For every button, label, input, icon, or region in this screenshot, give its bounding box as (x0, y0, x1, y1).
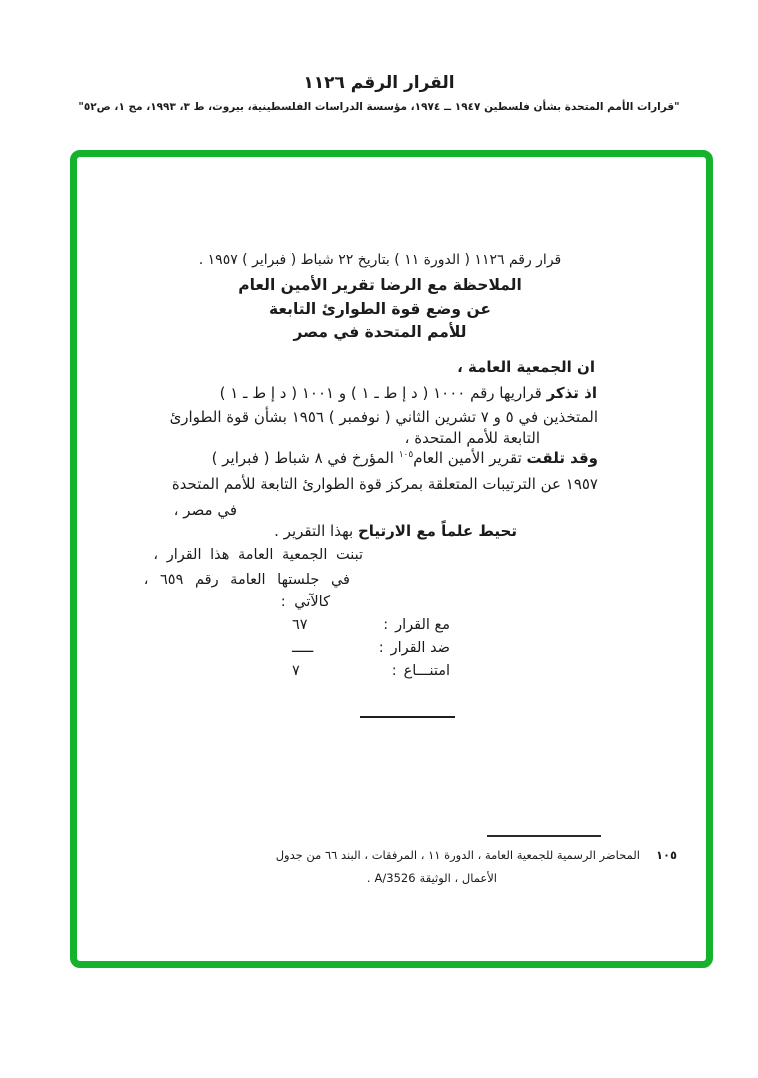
vote-row-for (292, 617, 450, 634)
resolution-title-line-2: عن وضع قوة الطوارئ التابعة (269, 300, 491, 318)
received-line-2: ١٩٥٧ عن الترتيبات المتعلقة بمركز قوة الطوارئ التابعة للأمم المتحدة (171, 475, 598, 493)
vote-colon: : (378, 640, 384, 656)
vote-colon: : (383, 617, 389, 633)
vote-label: امتنـــاع (403, 663, 450, 679)
recall-line-3: التابعة للأمم المتحدة ، (404, 429, 540, 447)
section-divider-line (360, 716, 455, 718)
recall-line-2: المتخذين في ٥ و ٧ تشرين الثاني ( نوفمبر ) ١٩٥٦ بشأن قوة الطوارئ (169, 408, 598, 426)
source-citation: "قرارات الأمم المتحدة بشأن فلسطين ١٩٤٧ ــ ١٩٧٤، مؤسسة الدراسات الفلسطينية، بيروت، ط ٣، ١٩٩٣، مج ١، ص٥٢" (78, 101, 680, 113)
vote-row-against (292, 640, 450, 657)
vote-row-abstain (292, 663, 450, 680)
footnote-number: ١٠٥ (655, 848, 677, 862)
operative-line (274, 523, 517, 540)
received-lead-text: وقد تلقت (526, 449, 598, 467)
document-number: A/3526 (374, 871, 416, 885)
vote-label: مع القرار (395, 617, 450, 633)
footnote-text: المحاضر الرسمية للجمعية العامة ، الدورة ١١ ، المرفقات ، البند ٦٦ من جدول (275, 848, 640, 862)
resolution-title-line-1: الملاحظة مع الرضا تقرير الأمين العام (238, 276, 522, 294)
adoption-line-3: كالآتي : (280, 594, 330, 610)
adoption-line-2: في جلستها العامة رقم ٦٥٩ ، (143, 572, 350, 588)
preamble-opening-line: ان الجمعية العامة ، (457, 358, 595, 376)
received-before-sup-text: تقرير الأمين العام (413, 449, 527, 467)
received-line-1 (212, 450, 598, 467)
resolution-title-line-3: للأمم المتحدة في مصر (293, 323, 467, 341)
vote-value: ـــــ (292, 640, 314, 656)
received-after-sup-text: المؤرخ في ٨ شباط ( فبراير ) (211, 449, 399, 467)
footnote-reference-superscript: ١٠٥ (398, 450, 414, 460)
recall-lead-text: اذ تذكر (546, 384, 597, 402)
adoption-line-1: تبنت الجمعية العامة هذا القرار ، (153, 547, 363, 563)
vote-colon: : (391, 663, 397, 679)
footnote-text-continued: الأعمال ، الوثيقة (419, 871, 497, 885)
footnote-period: . (366, 871, 371, 885)
vote-value: ٦٧ (292, 617, 308, 633)
page-title: القرار الرقم ١١٢٦ (303, 73, 455, 93)
vote-value: ٧ (292, 663, 300, 679)
operative-rest-text: بهذا التقرير . (274, 522, 358, 540)
vote-label: ضد القرار (390, 640, 450, 656)
operative-lead-text: تحيط علماً مع الارتياح (357, 522, 517, 540)
footnote-line-1 (276, 849, 677, 862)
recall-line-1 (220, 385, 597, 402)
received-line-3: في مصر ، (173, 501, 237, 519)
resolution-date-line: قرار رقم ١١٢٦ ( الدورة ١١ ) بتاريخ ٢٢ شباط ( فبراير ) ١٩٥٧ . (198, 252, 562, 268)
footnote-line-2 (367, 872, 497, 885)
recall-rest-text: قراريها رقم ١٠٠٠ ( د إ ط ـ ١ ) و ١٠٠١ ( د إ ط ـ ١ ) (219, 384, 547, 402)
footnote-separator-line (487, 835, 601, 837)
